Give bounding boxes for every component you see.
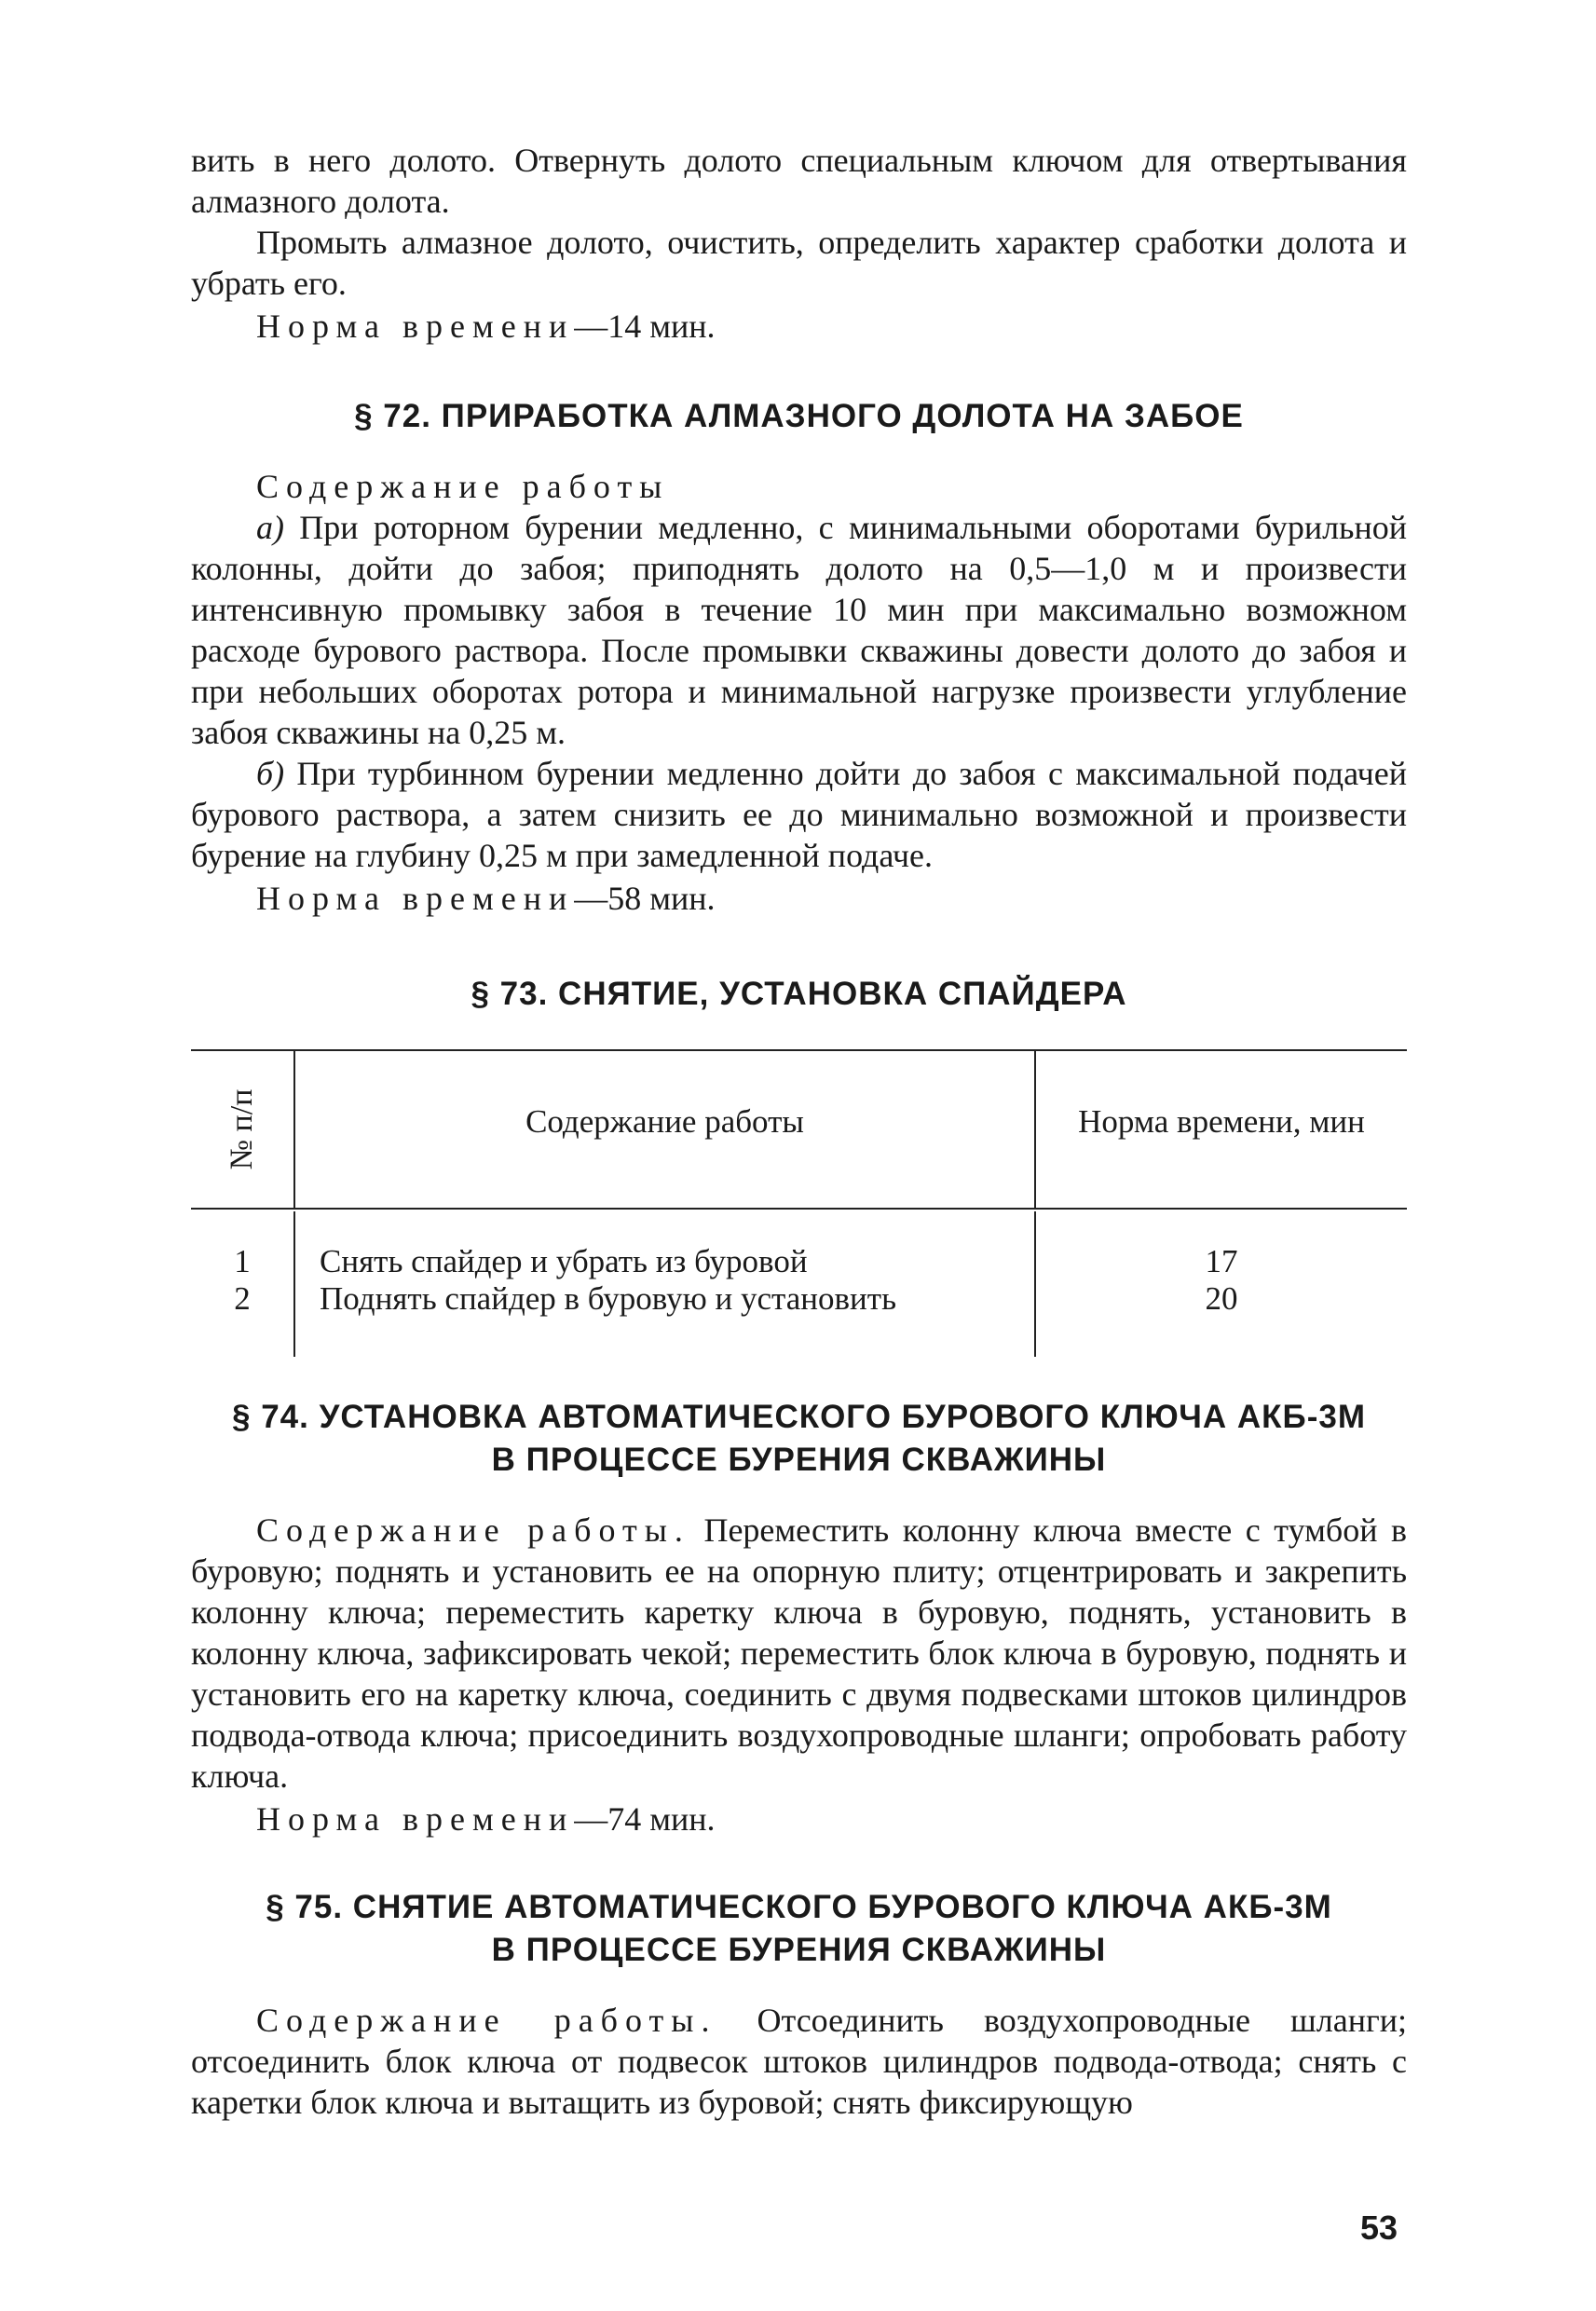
page-body [191,140,1407,2123]
content-text: Отсоединить воздухопроводные шланги; отсоединить блок ключа от подвесок штоков цилиндров подвода-отвода; снять с каретки блок ключа и вытащить из буровой; снять фиксирующую [191,2002,1407,2121]
table-row [191,1243,1407,1280]
section-72-norm [191,878,1407,919]
item-a-marker: а) [256,509,284,546]
content-label: Содержание работы. [256,2002,717,2039]
section-75-text [191,2000,1407,2123]
section-75-title: § 75. СНЯТИЕ АВТОМАТИЧЕСКОГО БУРОВОГО КЛЮЧА АКБ-3М В ПРОЦЕССЕ БУРЕНИЯ СКВАЖИНЫ [266,1889,1332,1968]
section-72-title: § 72. ПРИРАБОТКА АЛМАЗНОГО ДОЛОТА НА ЗАБОЕ [354,398,1244,434]
section-74-title: § 74. УСТАНОВКА АВТОМАТИЧЕСКОГО БУРОВОГО КЛЮЧА АКБ-3М В ПРОЦЕССЕ БУРЕНИЯ СКВАЖИНЫ [232,1399,1366,1478]
norm-value: —74 мин. [574,1800,716,1838]
section-74-norm [191,1798,1407,1839]
spider-table [191,1049,1407,1357]
row-norm: 17 [1205,1243,1238,1279]
section-72-item-b [191,753,1407,876]
section-73-title: § 73. СНЯТИЕ, УСТАНОВКА СПАЙДЕРА [471,976,1127,1012]
item-b-marker: б) [256,755,285,792]
item-b-text: При турбинном бурении медленно дойти до забоя с максимальной подачей бурового раствора, а затем снизить ее до минимально возможной и произвести бурение на глубину 0,25 м при замедленной подаче. [191,755,1407,874]
norm-label: Норма времени [256,1800,575,1838]
intro-paragraph-2: Промыть алмазное долото, очистить, определить характер сработки долота и убрать его. [191,224,1407,302]
content-text: Переместить колонну ключа вместе с тумбой в буровую; поднять и установить ее на опорную плиту; отцентрировать и закрепить колонну ключа; переместить каретку ключа в буровую, поднять, установить в колонну ключа, зафиксировать чекой; переместить блок ключа в буровую, поднять и установить его на каретку ключа, соединить с двумя подвесками штоков цилиндров подвода-отвода ключа; присоединить воздухопроводные шланги; опробовать работу ключа. [191,1511,1407,1795]
row-number: 2 [234,1280,251,1317]
norm-label: Норма времени [256,880,575,917]
row-content: Поднять спайдер в буровую и установить [320,1280,897,1317]
content-label: Содержание работы. [256,1511,690,1549]
section-74-text [191,1510,1407,1797]
table-header-divider [191,1208,1407,1210]
page-number: 53 [1360,2208,1398,2247]
norm-value: —58 мин. [574,880,716,917]
norm-value: —14 мин. [574,308,716,345]
row-norm: 20 [1205,1280,1238,1317]
table-header-content: Содержание работы [525,1103,804,1140]
intro-norm [191,306,1407,347]
table-header-norm: Норма времени, мин [1078,1103,1365,1140]
section-72-content-label: Содержание работы [256,468,670,505]
section-72-item-a [191,507,1407,753]
intro-paragraph-1: вить в него долото. Отвернуть долото специальным ключом для отвертывания алмазного долота. [191,142,1407,220]
item-a-text: При роторном бурении медленно, с минимальными оборотами бурильной колонны, дойти до забоя; приподнять долото на 0,5—1,0 м и произвести интенсивную промывку забоя в течение 10 мин при максимально возможном расходе бурового раствора. После промывки скважины довести долото до забоя и при небольших оборотах ротора и минимальной нагрузке произвести углубление забоя скважины на 0,25 м. [191,509,1407,751]
row-content: Снять спайдер и убрать из буровой [320,1243,808,1279]
row-number: 1 [234,1243,251,1279]
table-row [191,1280,1407,1318]
table-header-number: № п/п [225,1088,259,1170]
norm-label: Норма времени [256,308,575,345]
